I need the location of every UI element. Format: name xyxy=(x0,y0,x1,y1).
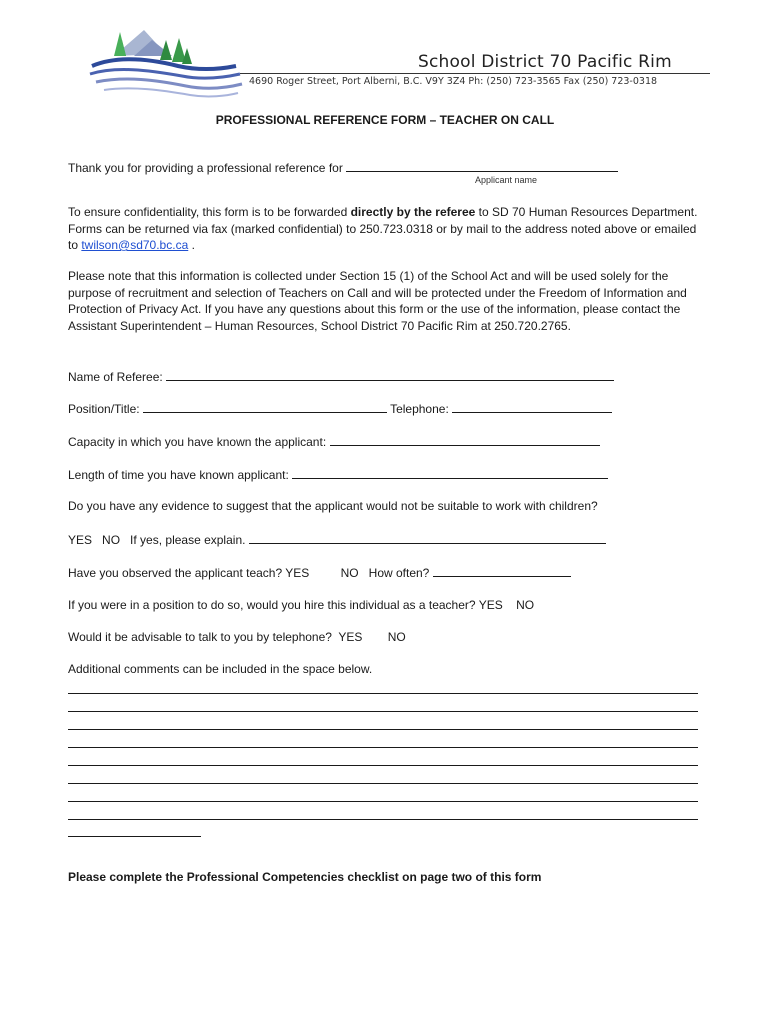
position-row xyxy=(68,401,612,416)
explain-label: If yes, please explain. xyxy=(130,533,246,547)
comment-line[interactable] xyxy=(68,836,201,837)
header-rule xyxy=(240,73,710,74)
comment-line[interactable] xyxy=(68,729,698,730)
length-field[interactable] xyxy=(292,467,608,479)
hire-question: If you were in a position to do so, would you hire this individual as a teacher? xyxy=(68,598,476,612)
evidence-question: Do you have any evidence to suggest that the applicant would not be suitable to work with children? xyxy=(68,499,598,513)
comment-line[interactable] xyxy=(68,819,698,820)
form-title: PROFESSIONAL REFERENCE FORM – TEACHER ON CALL xyxy=(215,113,555,127)
intro-text: Thank you for providing a professional reference for xyxy=(68,161,343,175)
confidentiality-text-a: To ensure confidentiality, this form is to be forwarded xyxy=(68,205,351,219)
hire-yes-option[interactable]: YES xyxy=(478,598,503,612)
comment-line[interactable] xyxy=(68,783,698,784)
observed-question: Have you observed the applicant teach? xyxy=(68,566,283,580)
how-often-label: How often? xyxy=(368,566,430,580)
comment-line[interactable] xyxy=(68,747,698,748)
phone-contact-question: Would it be advisable to talk to you by telephone? xyxy=(68,630,332,644)
email-link[interactable]: twilson@sd70.bc.ca xyxy=(81,238,189,252)
district-address: 4690 Roger Street, Port Alberni, B.C. V9Y 3Z4 Ph: (250) 723-3565 Fax (250) 723-0318 xyxy=(249,76,658,87)
position-field[interactable] xyxy=(143,401,387,413)
school-district-logo xyxy=(86,26,246,102)
intro-line xyxy=(68,160,618,175)
comment-line[interactable] xyxy=(68,801,698,802)
position-label: Position/Title: xyxy=(68,402,140,416)
phone-yes-option[interactable]: YES xyxy=(338,630,363,644)
phone-contact-row xyxy=(68,630,406,644)
observed-yes-option[interactable]: YES xyxy=(285,566,310,580)
applicant-name-caption: Applicant name xyxy=(475,175,538,185)
hire-row xyxy=(68,598,534,612)
observed-no-option[interactable]: NO xyxy=(340,566,359,580)
comment-line[interactable] xyxy=(68,711,698,712)
telephone-label: Telephone: xyxy=(390,402,449,416)
length-row xyxy=(68,467,608,482)
referee-row xyxy=(68,369,614,384)
explain-field[interactable] xyxy=(249,532,606,544)
capacity-label: Capacity in which you have known the applicant: xyxy=(68,435,327,449)
comment-line[interactable] xyxy=(68,765,698,766)
observed-row xyxy=(68,565,571,580)
confidentiality-paragraph xyxy=(68,204,708,254)
capacity-row xyxy=(68,434,600,449)
privacy-paragraph: Please note that this information is collected under Section 15 (1) of the School Act and will be used solely for the purpose of recruitment and selection of Teachers on Call and will be protected under the Freedom of Information and Protection of Privacy Act. If you have any questions about this form or the use of the information, please contact the Assistant Superintendent – Human Resources, School District 70 Pacific Rim at 250.720.2765. xyxy=(68,269,687,333)
hire-no-option[interactable]: NO xyxy=(516,598,535,612)
confidentiality-end: . xyxy=(188,238,195,252)
evidence-no-option[interactable]: NO xyxy=(102,533,121,547)
evidence-yes-option[interactable]: YES xyxy=(68,533,93,547)
capacity-field[interactable] xyxy=(330,434,600,446)
evidence-answer-row xyxy=(68,532,606,547)
confidentiality-bold: directly by the referee xyxy=(350,205,476,219)
applicant-name-field[interactable] xyxy=(346,160,618,172)
how-often-field[interactable] xyxy=(433,565,571,577)
referee-name-field[interactable] xyxy=(166,369,614,381)
length-label: Length of time you have known applicant: xyxy=(68,468,289,482)
comments-label: Additional comments can be included in the space below. xyxy=(68,662,373,676)
footer-note: Please complete the Professional Competencies checklist on page two of this form xyxy=(68,870,542,884)
comment-line[interactable] xyxy=(68,693,698,694)
confidentiality-text-b: to SD 70 Human Resources Department. Forms can be returned via fax (marked confidential) to 250.723.0318 or by mail to the address noted above or emailed to xyxy=(68,205,698,252)
telephone-field[interactable] xyxy=(452,401,612,413)
district-name: School District 70 Pacific Rim xyxy=(418,52,672,72)
referee-label: Name of Referee: xyxy=(68,370,163,384)
phone-no-option[interactable]: NO xyxy=(387,630,406,644)
